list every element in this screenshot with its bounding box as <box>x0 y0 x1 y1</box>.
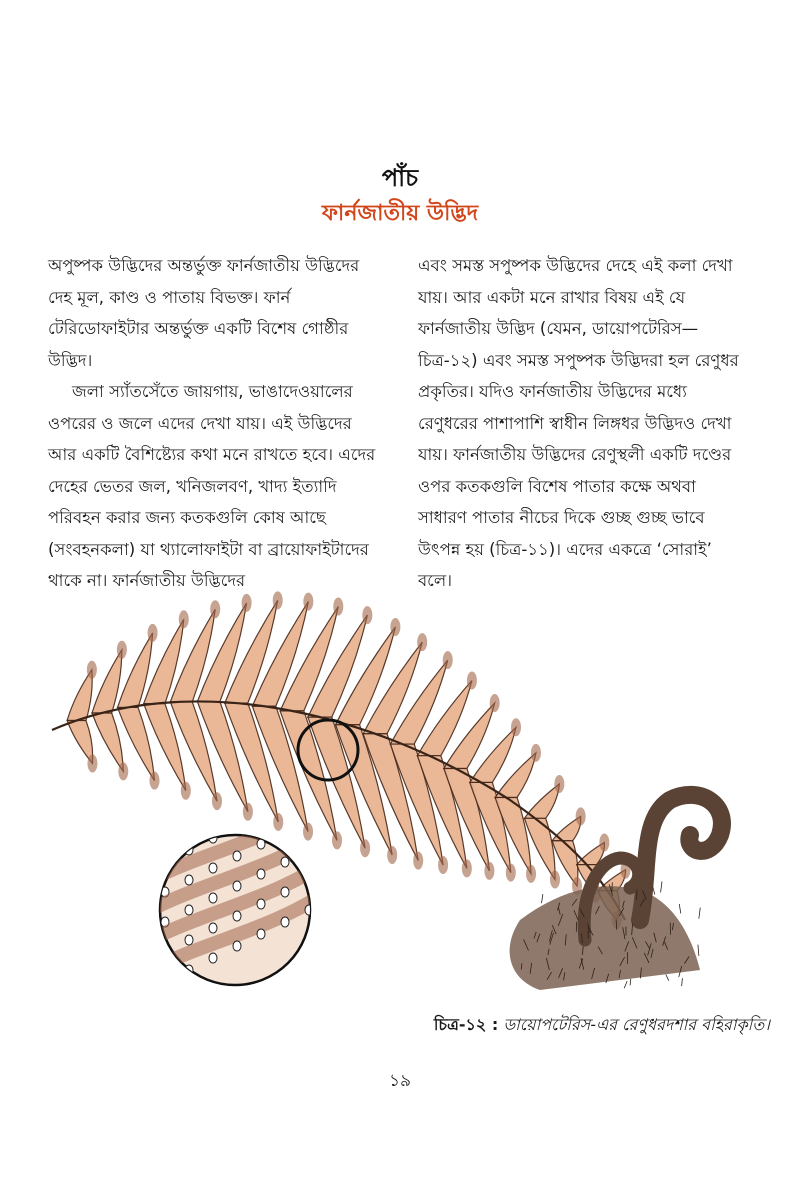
sorus-dot <box>161 977 169 987</box>
sorus-dot <box>233 911 241 921</box>
sori-tip <box>181 782 191 800</box>
paragraph-3: এবং সমস্ত সপুষ্পক উদ্ভিদের দেহে এই কলা দেখা যায়। আর একটা মনে রাখার বিষয় এই যে ফার্নজাতীয় উদ্ভিদ (যেমন, ডায়োপটেরিস— চিত্র-১২) এবং সমস্ত সপুষ্পক উদ্ভিদরা হল রেণুধর প্রকৃতির। যদিও ফার্নজাতীয় উদ্ভিদের মধ্যে রেণুধরের পাশাপাশি স্বাধীন লিঙ্গধর উদ্ভিদও দেখা যায়। ফার্নজাতীয় উদ্ভিদের রেণুস্থলী একটি দণ্ডের ওপর কতকগুলি বিশেষ পাতার কক্ষে অথবা সাধারণ পাতার নীচের দিকে গুচ্ছ গুচ্ছ ভাবে উৎপন্ন হয় (চিত্র-১১)। এদের একত্রে ‘সোরাই’ বলে। <box>418 256 739 590</box>
paragraph-2: জলা স্যাঁতসেঁতে জায়গায়, ভাঙাদেওয়ালের ওপরের ও জলে এদের দেখা যায়। এই উদ্ভিদের আর একটি বৈশিষ্ট্যের কথা মনে রাখতে হবে। এদের দেহের ভেতর জল, খনিজলবণ, খাদ্য ইত্যাদি পরিবহন করার জন্য কতকগুলি কোষ আছে (সংবহনকলা) যা থ্যালোফাইটা বা ব্রায়োফাইটাদের থাকে না। ফার্নজাতীয় উদ্ভিদের <box>48 382 376 590</box>
sori-tip <box>576 807 586 825</box>
sori-tip <box>273 591 283 609</box>
sorus-dot <box>209 953 217 963</box>
sorus-dot <box>257 869 265 879</box>
sori-tip <box>150 772 160 790</box>
caption-text: ডায়োপটেরিস-এর রেণুধরদশার বহিরাকৃতি। <box>503 1015 770 1034</box>
paragraph-1: অপুষ্পক উদ্ভিদের অন্তর্ভুক্ত ফার্নজাতীয় উদ্ভিদের দেহ মূল, কাণ্ড ও পাতায় বিভক্ত। ফার্ন টেরিডোফাইটার অন্তর্ভুক্ত একটি বিশেষ গোষ্ঠীর উদ্ভিদ। <box>48 256 360 370</box>
sori-tip <box>387 846 397 864</box>
sorus-dot <box>185 875 193 885</box>
sori-tip <box>467 672 477 690</box>
sorus-dot <box>185 905 193 915</box>
sori-tip <box>390 618 400 636</box>
sori-tip <box>511 718 521 736</box>
crozier-hair <box>679 904 681 913</box>
crozier-hair <box>666 975 669 981</box>
fern-pinna <box>92 650 122 713</box>
page-number: ১৯ <box>388 1071 412 1091</box>
crozier-hair <box>682 978 683 986</box>
crozier-hair <box>661 881 662 892</box>
sorus-dot <box>257 899 265 909</box>
sori-tip <box>462 859 472 877</box>
sori-tip <box>87 754 97 772</box>
crozier-hair <box>624 981 627 988</box>
chapter-number: পাঁচ <box>381 164 419 192</box>
fern-pinnae <box>67 591 630 928</box>
body-column-left <box>48 250 378 597</box>
sori-tip <box>179 610 189 628</box>
crozier-hair <box>698 945 699 956</box>
sori-tip <box>490 694 500 712</box>
sori-tip <box>413 852 423 870</box>
sori-tip <box>212 792 222 810</box>
fern-pinna <box>67 670 92 721</box>
sori-tip <box>554 775 564 793</box>
sori-tip <box>303 593 313 611</box>
sori-tip <box>526 865 536 883</box>
sori-tip <box>443 651 453 669</box>
sori-tip <box>531 744 541 762</box>
figure-caption <box>300 1012 770 1039</box>
sori-tip <box>210 600 220 618</box>
sori-tip <box>417 633 427 651</box>
crozier-hair <box>699 908 700 919</box>
sori-tip <box>117 641 127 659</box>
sorus-dot <box>281 917 289 927</box>
sorus-dot <box>305 845 313 855</box>
sori-tip <box>484 862 494 880</box>
sorus-dot <box>281 857 289 867</box>
sori-tip <box>242 594 252 612</box>
sori-tip <box>550 871 560 889</box>
sorus-dot <box>281 827 289 837</box>
sori-tip <box>118 762 128 780</box>
sorus-dot <box>209 863 217 873</box>
sori-tip <box>87 661 97 679</box>
sorus-dot <box>257 929 265 939</box>
sorus-dot <box>161 857 169 867</box>
sori-tip <box>148 624 158 642</box>
chapter-title: ফার্নজাতীয় উদ্ভিদ <box>321 201 479 226</box>
sorus-dot <box>281 797 289 807</box>
crozier-hair <box>630 979 631 986</box>
sori-tip <box>599 833 609 851</box>
sorus-dot <box>185 935 193 945</box>
crozier-hair <box>653 887 655 894</box>
sorus-dot <box>209 893 217 903</box>
sori-tip <box>273 813 283 831</box>
sori-tip <box>243 803 253 821</box>
sorus-dot <box>305 905 313 915</box>
sorus-dot <box>233 851 241 861</box>
sori-tip <box>506 864 516 882</box>
sori-tip <box>333 598 343 616</box>
body-column-right <box>418 250 748 597</box>
sori-tip <box>360 839 370 857</box>
sori-tip <box>362 606 372 624</box>
sorus-dot <box>233 941 241 951</box>
sorus-dot <box>209 923 217 933</box>
sorus-dot <box>233 821 241 831</box>
sori-tip <box>438 856 448 874</box>
caption-label: চিত্র-১২ : <box>433 1015 499 1034</box>
fern-pinna <box>67 721 93 764</box>
fern-illustration <box>40 590 760 1010</box>
sorus-dot <box>257 809 265 819</box>
crozier-hair <box>542 894 543 903</box>
sori-tip <box>303 823 313 841</box>
sorus-dot <box>161 947 169 957</box>
sori-tip <box>332 831 342 849</box>
sorus-dot <box>281 887 289 897</box>
sorus-dot <box>233 881 241 891</box>
